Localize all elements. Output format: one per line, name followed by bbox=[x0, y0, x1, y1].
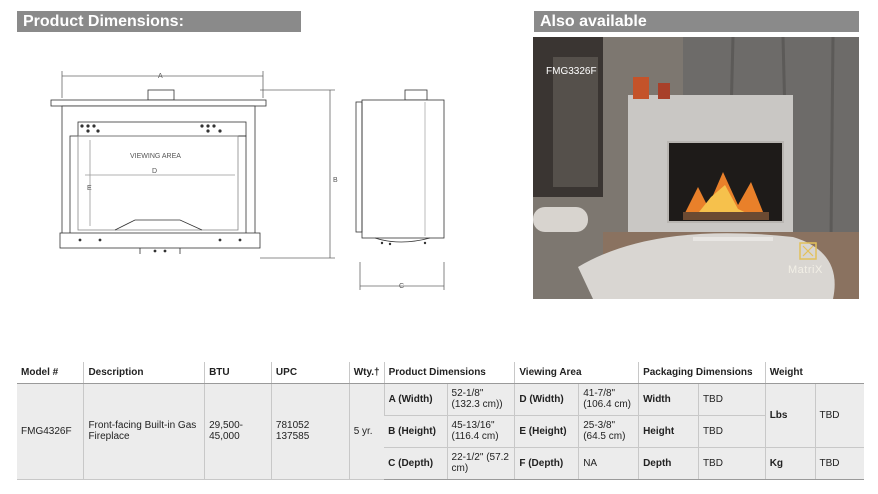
cell-packaging-label: Height bbox=[639, 415, 699, 447]
label-viewing-area: VIEWING AREA bbox=[130, 153, 181, 160]
cell-weight-label: Lbs bbox=[765, 383, 815, 447]
cell-product-dim-label: C (Depth) bbox=[384, 447, 447, 479]
cell-product-dim-value: 22-1/2" (57.2 cm) bbox=[447, 447, 515, 479]
label-a: A bbox=[158, 73, 163, 80]
header-warranty: Wty.† bbox=[349, 362, 384, 383]
cell-viewing-value: NA bbox=[579, 447, 639, 479]
cell-viewing-label: D (Width) bbox=[515, 383, 579, 415]
cell-packaging-value: TBD bbox=[698, 415, 765, 447]
product-dimensions-header: Product Dimensions: bbox=[17, 11, 301, 32]
table-header-row bbox=[17, 362, 864, 383]
photo-model-label: FMG3326F bbox=[546, 66, 597, 77]
header-upc: UPC bbox=[271, 362, 349, 383]
cell-packaging-label: Depth bbox=[639, 447, 699, 479]
cell-warranty: 5 yr. bbox=[349, 383, 384, 479]
header-description: Description bbox=[84, 362, 205, 383]
cell-viewing-value: 25-3/8" (64.5 cm) bbox=[579, 415, 639, 447]
table-row bbox=[17, 383, 864, 415]
cell-product-dim-value: 45-13/16" (116.4 cm) bbox=[447, 415, 515, 447]
cell-weight-value: TBD bbox=[815, 447, 864, 479]
cell-upc: 781052 137585 bbox=[271, 383, 349, 479]
label-e: E bbox=[87, 185, 92, 192]
cell-btu: 29,500-45,000 bbox=[205, 383, 272, 479]
cell-viewing-label: F (Depth) bbox=[515, 447, 579, 479]
cell-viewing-label: E (Height) bbox=[515, 415, 579, 447]
fireplace-photo bbox=[533, 37, 859, 299]
cell-packaging-value: TBD bbox=[698, 447, 765, 479]
header-viewing-area: Viewing Area bbox=[515, 362, 639, 383]
specs-table bbox=[17, 362, 864, 480]
cell-packaging-label: Width bbox=[639, 383, 699, 415]
cell-description: Front-facing Built-in Gas Fireplace bbox=[84, 383, 205, 479]
label-c: C bbox=[399, 283, 405, 290]
cell-product-dim-label: A (Width) bbox=[384, 383, 447, 415]
header-weight: Weight bbox=[765, 362, 864, 383]
header-btu: BTU bbox=[205, 362, 272, 383]
cell-weight-value: TBD bbox=[815, 383, 864, 447]
dimension-diagram bbox=[30, 40, 460, 315]
label-b: B bbox=[333, 177, 338, 184]
header-product-dimensions: Product Dimensions bbox=[384, 362, 515, 383]
cell-product-dim-label: B (Height) bbox=[384, 415, 447, 447]
header-packaging-dimensions: Packaging Dimensions bbox=[639, 362, 766, 383]
header-model: Model # bbox=[17, 362, 84, 383]
label-d: D bbox=[152, 168, 158, 175]
cell-weight-label: Kg bbox=[765, 447, 815, 479]
cell-product-dim-value: 52-1/8" (132.3 cm)) bbox=[447, 383, 515, 415]
cell-model: FMG4326F bbox=[17, 383, 84, 479]
cell-viewing-value: 41-7/8" (106.4 cm) bbox=[579, 383, 639, 415]
brand-logo: MatriX bbox=[788, 264, 823, 276]
also-available-header: Also available bbox=[534, 11, 859, 32]
cell-packaging-value: TBD bbox=[698, 383, 765, 415]
